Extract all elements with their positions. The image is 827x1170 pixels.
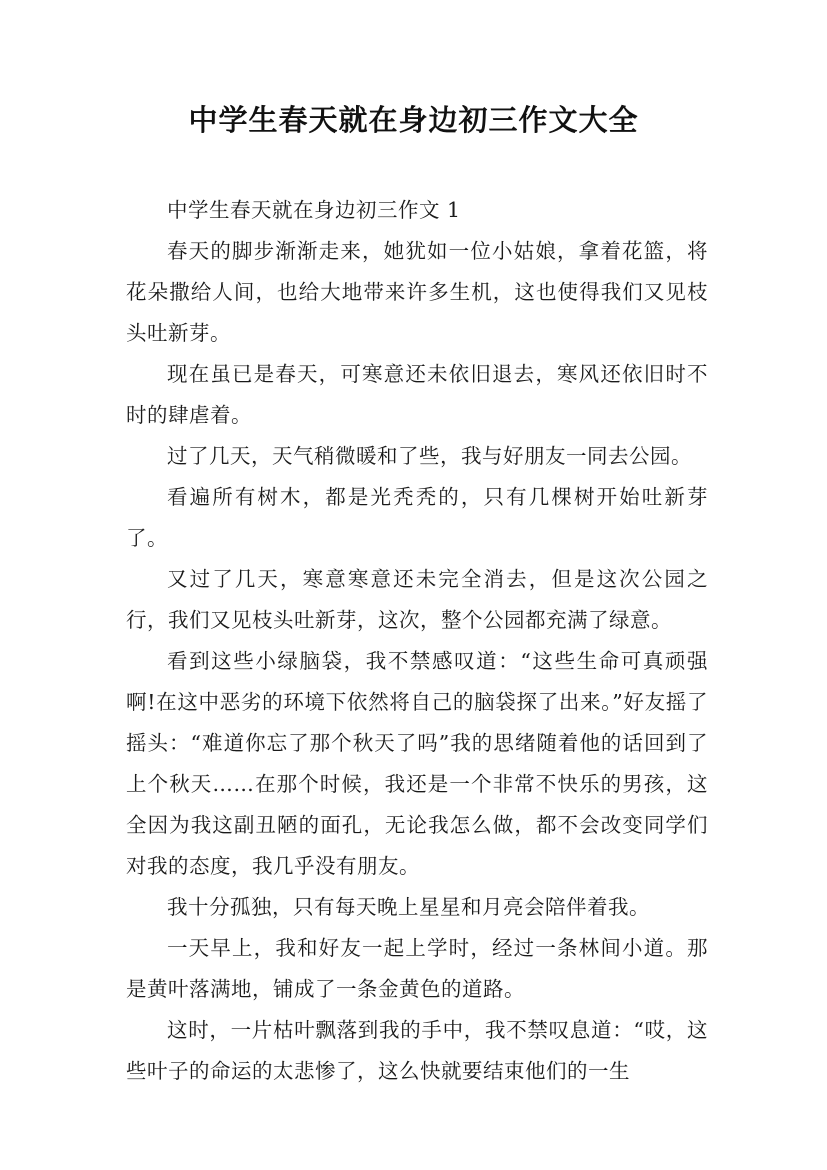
paragraph-9: 这时，一片枯叶飘落到我的手中，我不禁叹息道：“哎，这些叶子的命运的太悲惨了，这么快就要结束他们的一生 [126, 1018, 708, 1083]
paragraph-7: 我十分孤独，只有每天晚上星星和月亮会陪伴着我。 [167, 895, 650, 919]
document-title: 中学生春天就在身边初三作文大全 [188, 103, 639, 137]
document-body [126, 190, 708, 1092]
paragraph-5: 又过了几天，寒意寒意还未完全消去，但是这次公园之行，我们又见枝头吐新芽，这次，整个公园都充满了绿意。 [126, 567, 708, 632]
essay-subheading: 中学生春天就在身边初三作文 1 [167, 198, 461, 222]
paragraph-2: 现在虽已是春天，可寒意还未依旧退去，寒风还依旧时不时的肆虐着。 [126, 362, 708, 427]
paragraph-8: 一天早上，我和好友一起上学时，经过一条林间小道。那是黄叶落满地，铺成了一条金黄色的道路。 [126, 936, 708, 1001]
paragraph-6: 看到这些小绿脑袋，我不禁感叹道：“这些生命可真顽强啊!在这中恶劣的环境下依然将自己的脑袋探了出来。”好友摇了摇头：“难道你忘了那个秋天了吗”我的思绪随着他的话回到了上个秋天……在那个时候，我还是一个非常不快乐的男孩，这全因为我这副丑陋的面孔，无论我怎么做，都不会改变同学们对我的态度，我几乎没有朋友。 [126, 649, 708, 878]
paragraph-4: 看遍所有树木，都是光秃秃的，只有几棵树开始吐新芽了。 [126, 485, 708, 550]
paragraph-1: 春天的脚步渐渐走来，她犹如一位小姑娘，拿着花篮，将花朵撒给人间，也给大地带来许多生机，这也使得我们又见枝头吐新芽。 [126, 239, 708, 345]
paragraph-3: 过了几天，天气稍微暖和了些，我与好朋友一同去公园。 [167, 444, 692, 468]
